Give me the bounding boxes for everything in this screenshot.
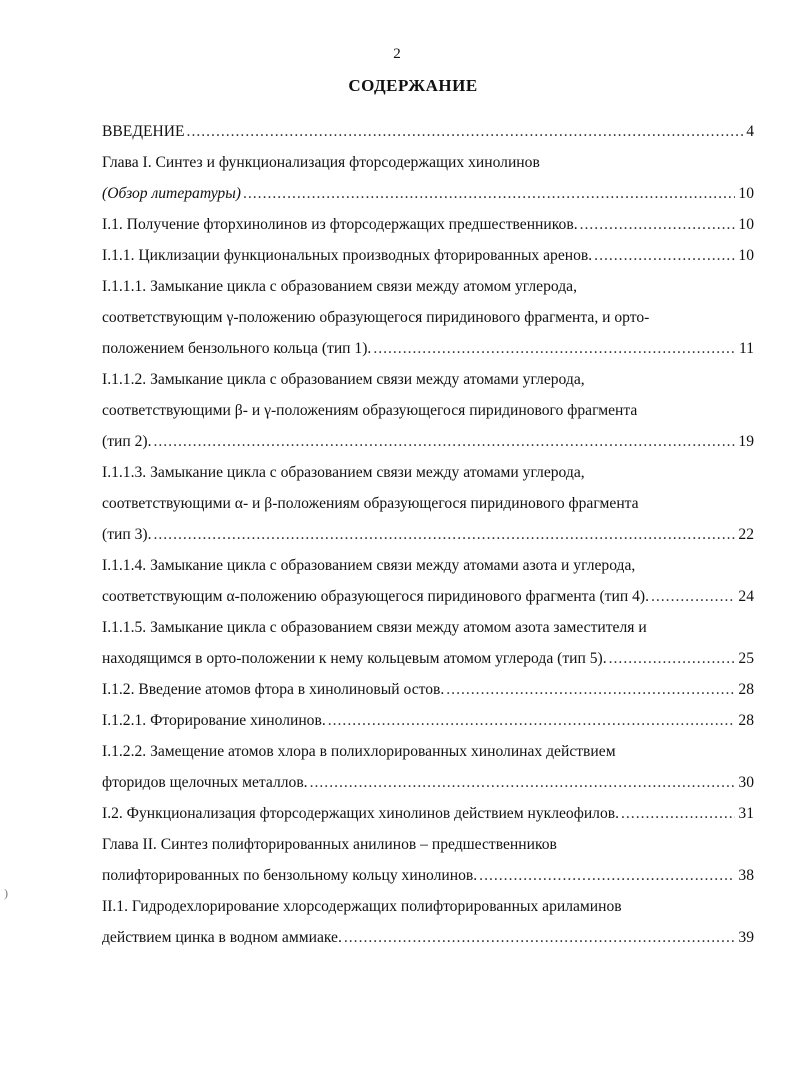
toc-line-text: соответствующим γ-положению образующегося пиридинового фрагмента, и орто- — [102, 309, 650, 326]
toc-page-number: 11 — [738, 340, 754, 357]
toc-entry[interactable] — [102, 612, 754, 674]
toc-line — [102, 147, 754, 178]
toc-line-text: I.1.1.1. Замыкание цикла с образованием связи между атомом углерода, — [102, 278, 577, 295]
toc-entry[interactable] — [102, 209, 754, 240]
toc-entry[interactable] — [102, 240, 754, 271]
toc-line — [102, 209, 754, 240]
toc-leader-dots — [609, 643, 736, 674]
toc-line — [102, 829, 754, 860]
page-number: 2 — [393, 46, 401, 62]
toc-line — [102, 550, 754, 581]
toc-line-text: находящимся в орто-положении к нему кольцевым атомом углерода (тип 5). — [102, 650, 607, 667]
toc-line-text: I.1.1.4. Замыкание цикла с образованием связи между атомами азота и углерода, — [102, 557, 636, 574]
toc-line — [102, 860, 754, 891]
toc-page-number: 4 — [746, 123, 754, 140]
toc-entry[interactable] — [102, 457, 754, 550]
toc-line-text: фторидов щелочных металлов. — [102, 774, 308, 791]
toc-page-number: 22 — [738, 526, 754, 543]
toc-line-text: действием цинка в водном аммиаке. — [102, 929, 342, 946]
table-of-contents — [102, 116, 754, 953]
toc-page-number: 28 — [738, 681, 754, 698]
toc-line — [102, 116, 754, 147]
toc-line-text: соответствующим α-положению образующегося пиридинового фрагмента (тип 4). — [102, 588, 649, 605]
toc-line — [102, 488, 754, 519]
toc-leader-dots — [328, 705, 736, 736]
toc-title: СОДЕРЖАНИЕ — [348, 76, 478, 95]
toc-line-text: I.1. Получение фторхинолинов из фторсодержащих предшественников. — [102, 216, 578, 233]
margin-mark: ) — [4, 886, 8, 900]
toc-leader-dots — [243, 178, 735, 209]
toc-page-number: 10 — [738, 216, 754, 233]
toc-leader-dots — [153, 519, 735, 550]
toc-line — [102, 767, 754, 798]
toc-line-text: соответствующими α- и β-положениям образующегося пиридинового фрагмента — [102, 495, 639, 512]
toc-line — [102, 457, 754, 488]
toc-line — [102, 240, 754, 271]
toc-leader-dots — [580, 209, 736, 240]
toc-leader-dots — [344, 922, 736, 953]
toc-entry[interactable] — [102, 116, 754, 147]
toc-page-number: 30 — [738, 774, 754, 791]
toc-page-number: 10 — [738, 247, 754, 264]
toc-leader-dots — [153, 426, 735, 457]
toc-entry[interactable] — [102, 550, 754, 612]
toc-line — [102, 674, 754, 705]
toc-entry[interactable] — [102, 364, 754, 457]
toc-page-number: 24 — [738, 588, 754, 605]
toc-line-text: I.1.2.2. Замещение атомов хлора в полихлорированных хинолинах действием — [102, 743, 616, 760]
toc-line — [102, 798, 754, 829]
toc-leader-dots — [651, 581, 735, 612]
toc-line-text: I.1.2. Введение атомов фтора в хинолиновый остов. — [102, 681, 445, 698]
toc-line — [102, 395, 754, 426]
toc-page-number: 10 — [738, 185, 754, 202]
toc-leader-dots — [446, 674, 735, 705]
toc-leader-dots — [187, 116, 744, 147]
toc-page-number: 28 — [738, 712, 754, 729]
toc-line-text: соответствующими β- и γ-положениям образующегося пиридинового фрагмента — [102, 402, 638, 419]
toc-line-text: I.1.1.2. Замыкание цикла с образованием связи между атомами углерода, — [102, 371, 585, 388]
toc-page-number: 38 — [738, 867, 754, 884]
toc-page-number: 25 — [738, 650, 754, 667]
toc-line — [102, 736, 754, 767]
toc-page-number: 31 — [738, 805, 754, 822]
toc-leader-dots — [479, 860, 735, 891]
toc-line — [102, 519, 754, 550]
toc-page-number: 39 — [738, 929, 754, 946]
toc-line — [102, 302, 754, 333]
toc-line-text: (Обзор литературы) — [102, 185, 241, 202]
toc-line-text: Глава II. Синтез полифторированных анилинов – предшественников — [102, 836, 557, 853]
toc-line-text: I.1.1.5. Замыкание цикла с образованием связи между атомом азота заместителя и — [102, 619, 647, 636]
toc-line-text: ВВЕДЕНИЕ — [102, 123, 185, 140]
toc-line-text: I.1.1. Циклизации функциональных производных фторированных аренов. — [102, 247, 593, 264]
toc-entry[interactable] — [102, 705, 754, 736]
toc-leader-dots — [373, 333, 736, 364]
toc-entry[interactable] — [102, 271, 754, 364]
toc-line-text: (тип 3). — [102, 526, 152, 543]
toc-line-text: (тип 2). — [102, 433, 152, 450]
toc-entry[interactable] — [102, 674, 754, 705]
toc-line-text: I.2. Функционализация фторсодержащих хинолинов действием нуклеофилов. — [102, 805, 619, 822]
toc-line — [102, 612, 754, 643]
toc-leader-dots — [594, 240, 735, 271]
toc-line — [102, 178, 754, 209]
toc-line — [102, 364, 754, 395]
toc-line-text: Глава I. Синтез и функционализация фторсодержащих хинолинов — [102, 154, 540, 171]
toc-line-text: I.1.2.1. Фторирование хинолинов. — [102, 712, 326, 729]
toc-leader-dots — [310, 767, 736, 798]
toc-line — [102, 891, 754, 922]
toc-line — [102, 333, 754, 364]
toc-entry[interactable] — [102, 798, 754, 829]
toc-line — [102, 705, 754, 736]
toc-entry[interactable] — [102, 736, 754, 798]
toc-line-text: II.1. Гидродехлорирование хлорсодержащих полифторированных ариламинов — [102, 898, 622, 915]
toc-line — [102, 271, 754, 302]
toc-page-number: 19 — [738, 433, 754, 450]
toc-line-text: I.1.1.3. Замыкание цикла с образованием связи между атомами углерода, — [102, 464, 585, 481]
toc-entry[interactable] — [102, 147, 754, 209]
toc-line — [102, 581, 754, 612]
toc-line-text: положением бензольного кольца (тип 1). — [102, 340, 372, 357]
toc-line — [102, 643, 754, 674]
toc-line-text: полифторированных по бензольному кольцу хинолинов. — [102, 867, 478, 884]
toc-line — [102, 426, 754, 457]
toc-leader-dots — [621, 798, 735, 829]
toc-entry[interactable] — [102, 829, 754, 891]
toc-entry[interactable] — [102, 891, 754, 953]
toc-line — [102, 922, 754, 953]
